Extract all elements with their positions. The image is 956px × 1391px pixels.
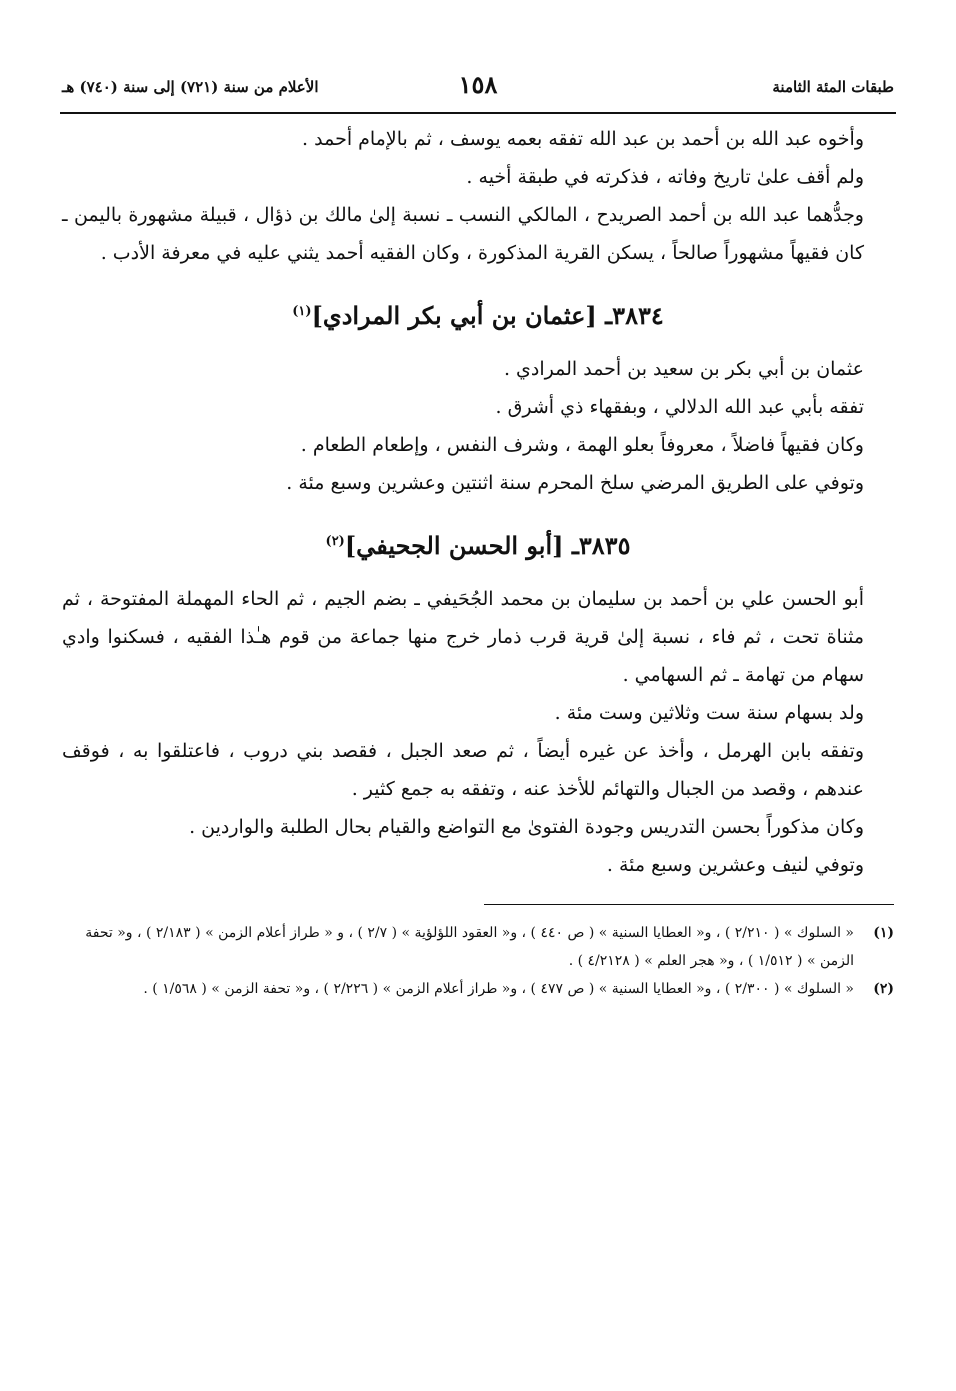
paragraph: عثمان بن أبي بكر بن سعيد بن أحمد المرادي . — [503, 358, 864, 380]
paragraph: ولم أقف علىٰ تاريخ وفاته ، فذكرته في طبقة أخيه . — [466, 166, 864, 188]
header-section-title: طبقات المئة الثامنة — [772, 78, 894, 96]
paragraph: وتفقه بابن الهرمل ، وأخذ عن غيره أيضاً ، ثم صعد الجبل ، فقصد بني دروب ، فاعتلقوا به ، فوقف عندهم ، وقصد من الجبال والتهائم للأخذ عنه ، وتفقه به جمع كثير . — [62, 740, 864, 800]
footnote-number: (٢) — [873, 981, 894, 997]
footnotes — [62, 919, 894, 1003]
paragraph: وكان فقيهاً فاضلاً ، معروفاً بعلو الهمة ، وشرف النفس ، وإطعام الطعام . — [300, 434, 864, 456]
footnote — [62, 975, 894, 1003]
page-number: ١٥٨ — [458, 70, 498, 99]
paragraph: وكان مذكوراً بحسن التدريس وجودة الفتوىٰ مع التواضع والقيام بحال الطلبة والواردين . — [189, 816, 864, 838]
entry-heading: ٣٨٣٤ـ [عثمان بن أبي بكر المرادي] — [311, 301, 664, 330]
paragraph: وتوفي لنيف وعشرين وسبع مئة . — [606, 854, 864, 876]
footnote-text: « السلوك » ( ٢/٣٠٠ ) ، و« العطايا السنية » ( ص ٤٧٧ ) ، و« طراز أعلام الزمن » ( ٢/٢٢٦ ) ، و« تحفة الزمن » ( ١/٥٦٨ ) . — [143, 981, 854, 997]
footnote — [62, 919, 894, 975]
paragraph: تفقه بأبي عبد الله الدلالي ، وبفقهاء ذي أشرق . — [495, 396, 864, 418]
footnote-number: (١) — [873, 925, 894, 941]
entry-title-3834 — [62, 292, 894, 336]
footnote-text: « السلوك » ( ٢/٢١٠ ) ، و« العطايا السنية » ( ص ٤٤٠ ) ، و« العقود اللؤلؤية » ( ٢/٧ ) ، و « طراز أعلام الزمن » ( ٢/١٨٣ ) ، و« تحفة الزمن » ( ١/٥١٢ ) ، و« هجر العلم » ( ٤/٢١٢٨ ) . — [85, 925, 854, 969]
paragraph: ولد بسهام سنة ست وثلاثين وست مئة . — [554, 702, 864, 724]
header-rule — [60, 112, 896, 114]
entry-heading: ٣٨٣٥ـ [أبو الحسن الجحيفي] — [344, 531, 631, 560]
footnote-ref: (١) — [292, 304, 312, 319]
main-text — [62, 120, 894, 884]
paragraph: أبو الحسن علي بن أحمد بن سليمان بن محمد الجُحَيفي ـ بضم الجيم ، ثم الحاء المهملة المفتوحة ، ثم مثناة تحت ، ثم فاء ، نسبة إلىٰ قرية قرب ذمار خرج منها جماعة من قوم هـٰذا الفقيه ، فسكنوا وادي سهام من تهامة ـ ثم السهامي . — [62, 588, 864, 686]
footnote-separator — [484, 904, 894, 905]
paragraph: وتوفي على الطريق المرضي سلخ المحرم سنة اثنتين وعشرين وسبع مئة . — [286, 472, 864, 494]
paragraph: وجدُّهما عبد الله بن أحمد الصريدح ، المالكي النسب ـ نسبة إلىٰ مالك بن ذؤال ، قبيلة مشهورة باليمن ـ كان فقيهاً مشهوراً صالحاً ، يسكن القرية المذكورة ، وكان الفقيه أحمد يثني عليه في معرفة الأدب . — [62, 204, 864, 264]
running-header — [62, 70, 894, 112]
footnote-ref: (٢) — [325, 534, 345, 549]
paragraph: وأخوه عبد الله بن أحمد بن عبد الله تفقه بعمه يوسف ، ثم بالإمام أحمد . — [302, 128, 864, 150]
header-date-range: الأعلام من سنة (٧٢١) إلى سنة (٧٤٠) هـ — [62, 78, 319, 96]
entry-title-3835 — [62, 522, 894, 566]
